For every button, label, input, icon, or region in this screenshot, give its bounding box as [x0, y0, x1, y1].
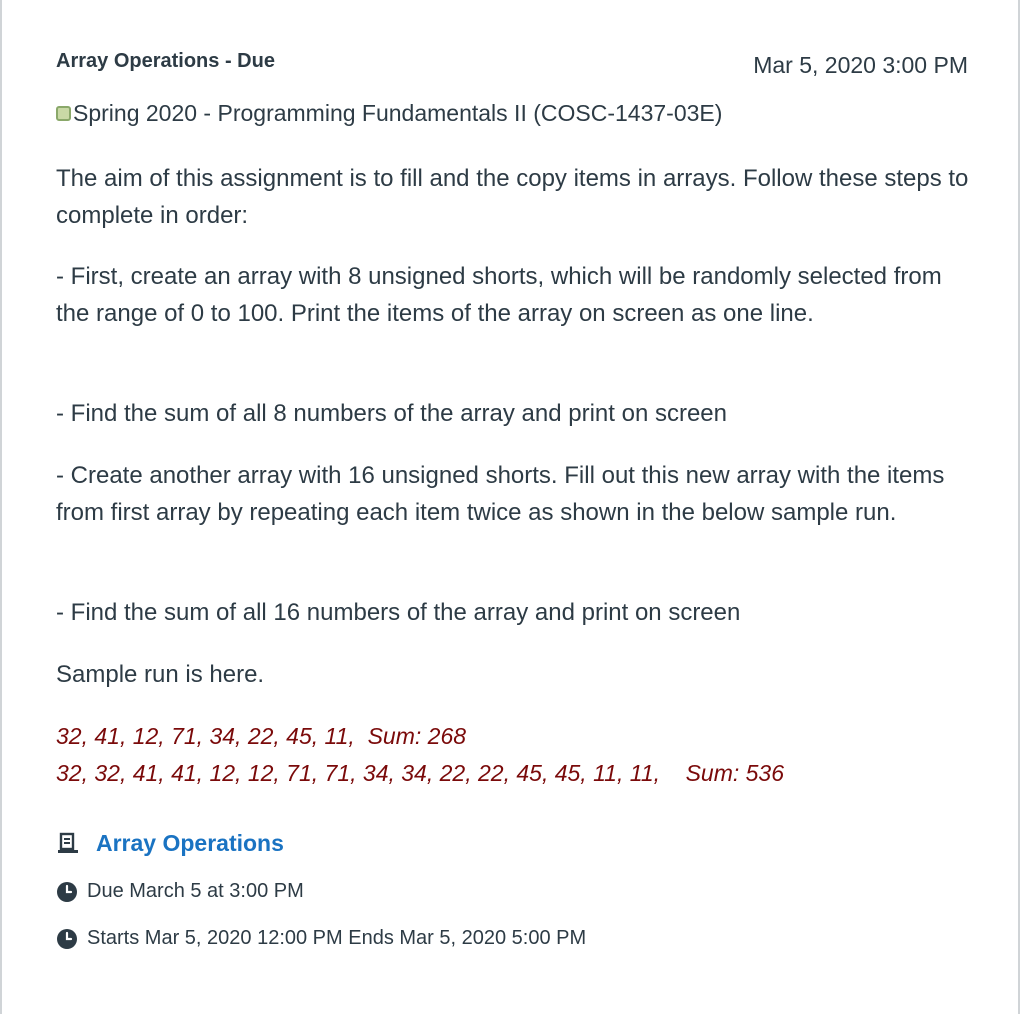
availability-row [56, 927, 586, 950]
assignment-date: Mar 5, 2020 3:00 PM [753, 52, 968, 78]
assignment-attachment [56, 830, 284, 857]
course-link[interactable] [56, 100, 722, 127]
sample-run-line-2: 32, 32, 41, 41, 12, 12, 71, 71, 34, 34, 22, 22, 45, 45, 11, 11, Sum: 536 [56, 760, 785, 786]
step-4-paragraph: - Find the sum of all 16 numbers of the array and print on screen [56, 599, 741, 626]
sample-run-line-1: 32, 41, 12, 71, 34, 22, 45, 11, Sum: 268 [56, 723, 467, 749]
availability-text: Starts Mar 5, 2020 12:00 PM Ends Mar 5, 2020 5:00 PM [87, 927, 587, 949]
clock-icon [56, 928, 78, 950]
step-2-paragraph: - Find the sum of all 8 numbers of the array and print on screen [56, 400, 728, 427]
course-color-icon [56, 106, 71, 121]
sample-intro: Sample run is here. [56, 661, 265, 688]
assignment-link[interactable]: Array Operations [96, 830, 284, 856]
step-1-paragraph: - First, create an array with 8 unsigned shorts, which will be randomly selected from the range of 0 to 100. Print the items of the array on screen as one line. [56, 263, 942, 327]
clock-icon [56, 881, 78, 903]
assignment-header [56, 46, 970, 86]
due-date-text: Due March 5 at 3:00 PM [87, 880, 304, 902]
assignment-title: Array Operations - Due [56, 50, 275, 72]
due-date-row [56, 880, 304, 903]
course-name: Spring 2020 - Programming Fundamentals II (COSC-1437-03E) [73, 100, 723, 126]
assignment-icon [56, 831, 82, 857]
step-3-paragraph: - Create another array with 16 unsigned shorts. Fill out this new array with the items from first array by repeating each item twice as shown in the below sample run. [56, 462, 945, 526]
intro-paragraph: The aim of this assignment is to fill and the copy items in arrays. Follow these steps to complete in order: [56, 165, 969, 229]
